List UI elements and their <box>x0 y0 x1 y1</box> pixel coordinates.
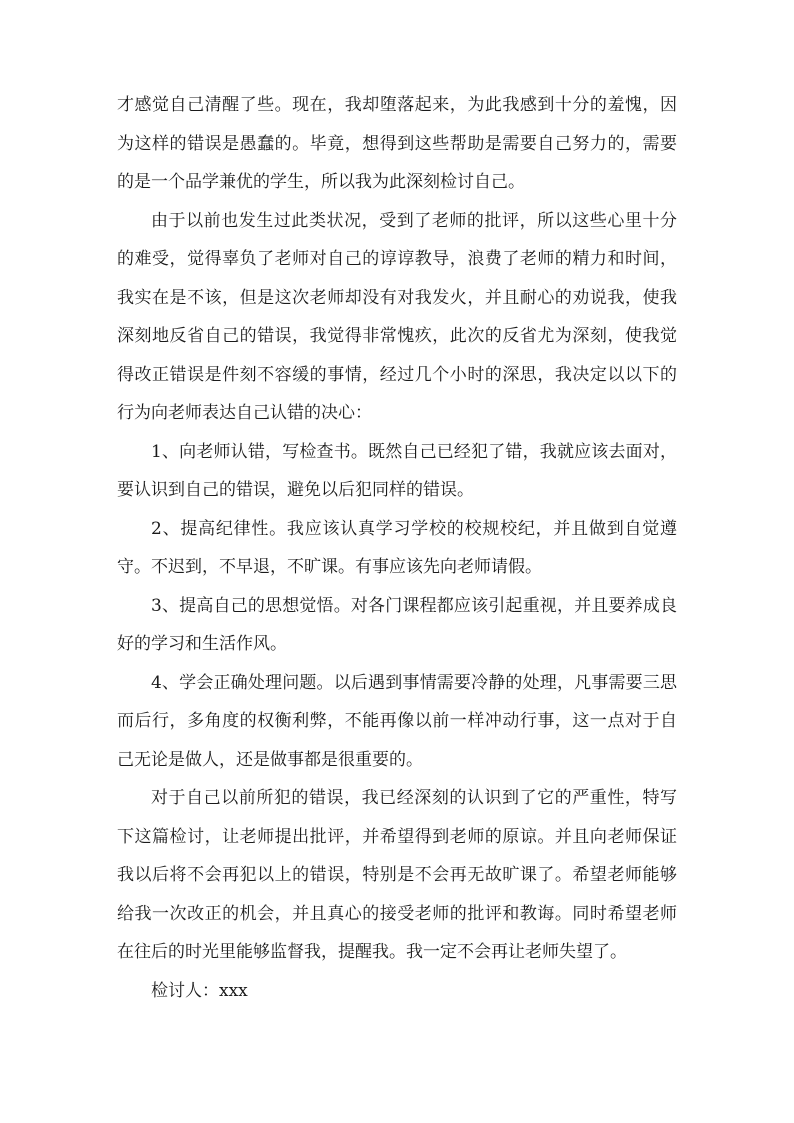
list-item-2: 2、提高纪律性。我应该认真学习学校的校规校纪，并且做到自觉遵守。不迟到，不早退，不旷课。有事应该先向老师请假。 <box>117 518 677 577</box>
list-item-4: 4、学会正确处理问题。以后遇到事情需要冷静的处理，凡事需要三思而后行，多角度的权衡利弊，不能再像以前一样冲动行事，这一点对于自己无论是做人，还是做事都是很重要的。 <box>117 672 677 770</box>
paragraph-conclusion: 对于自己以前所犯的错误，我已经深刻的认识到了它的严重性，特写下这篇检讨，让老师提出批评，并希望得到老师的原谅。并且向老师保证我以后将不会再犯以上的错误，特别是不会再无故旷课了。希望老师能够给我一次改正的机会，并且真心的接受老师的批评和教诲。同时希望老师在往后的时光里能够监督我，提醒我。我一定不会再让老师失望了。 <box>117 788 677 962</box>
document-body <box>117 86 677 1010</box>
list-item-1: 1、向老师认错，写检查书。既然自己已经犯了错，我就应该去面对，要认识到自己的错误，避免以后犯同样的错误。 <box>117 441 677 500</box>
paragraph-continuation: 才感觉自己清醒了些。现在，我却堕落起来，为此我感到十分的羞愧，因为这样的错误是愚蠢的。毕竟，想得到这些帮助是需要自己努力的，需要的是一个品学兼优的学生，所以我为此深刻检讨自己。 <box>117 95 677 192</box>
signature-line: 检讨人：xxx <box>151 980 248 1001</box>
paragraph-reflection: 由于以前也发生过此类状况，受到了老师的批评，所以这些心里十分的难受，觉得辜负了老师对自己的谆谆教导，浪费了老师的精力和时间，我实在是不该，但是这次老师却没有对我发火，并且耐心的劝说我，使我深刻地反省自己的错误，我觉得非常愧疚，此次的反省尤为深刻，使我觉得改正错误是件刻不容缓的事情，经过几个小时的深思，我决定以以下的行为向老师表达自己认错的决心： <box>117 210 677 423</box>
list-item-3: 3、提高自己的思想觉悟。对各门课程都应该引起重视，并且要养成良好的学习和生活作风。 <box>117 595 677 654</box>
